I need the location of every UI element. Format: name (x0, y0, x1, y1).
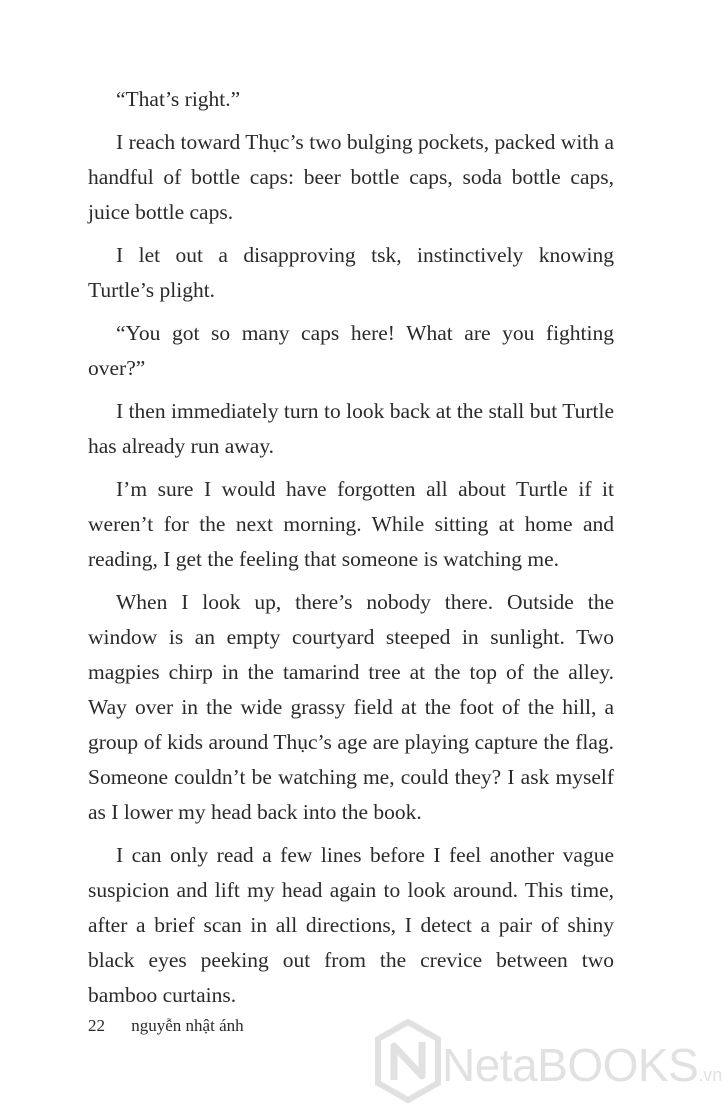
paragraph: I can only read a few lines before I feel another vague suspicion and lift my head again to look around. This time, after a brief scan in all directions, I detect a pair of shiny black eyes peeking out from the crevice between two bamboo curtains. (88, 843, 614, 1007)
paragraph: When I look up, there’s nobody there. Outside the window is an empty courtyard steeped in sunlight. Two magpies chirp in the tamarind tree at the top of the alley. Way over in the wide grassy field at the foot of the hill, a group of kids around Thục’s age are playing capture the flag. Someone couldn’t be watching me, could they? I ask myself as I lower my head back into the book. (88, 590, 614, 824)
paragraph: I reach toward Thục’s two bulging pockets, packed with a handful of bottle caps: beer bottle caps, soda bottle caps, juice bottle caps. (88, 130, 614, 224)
watermark (372, 1018, 722, 1108)
body-text (88, 82, 614, 1021)
page-number: 22 (88, 1016, 105, 1035)
paragraph: I’m sure I would have forgotten all about Turtle if it weren’t for the next morning. While sitting at home and reading, I get the feeling that someone is watching me. (88, 477, 614, 571)
paragraph: I then immediately turn to look back at the stall but Turtle has already run away. (88, 399, 614, 458)
page-footer (88, 1016, 244, 1036)
paragraph: I let out a disapproving tsk, instinctively knowing Turtle’s plight. (88, 243, 614, 302)
watermark-brand: NetaBOOKS (442, 1039, 699, 1091)
neta-hexagon-logo-icon (372, 1018, 444, 1104)
watermark-text (442, 1040, 722, 1100)
watermark-suffix: .vn (698, 1065, 722, 1085)
paragraph: “You got so many caps here! What are you fighting over?” (88, 321, 614, 380)
author-name: nguyễn nhật ánh (131, 1016, 244, 1035)
paragraph: “That’s right.” (116, 87, 241, 111)
